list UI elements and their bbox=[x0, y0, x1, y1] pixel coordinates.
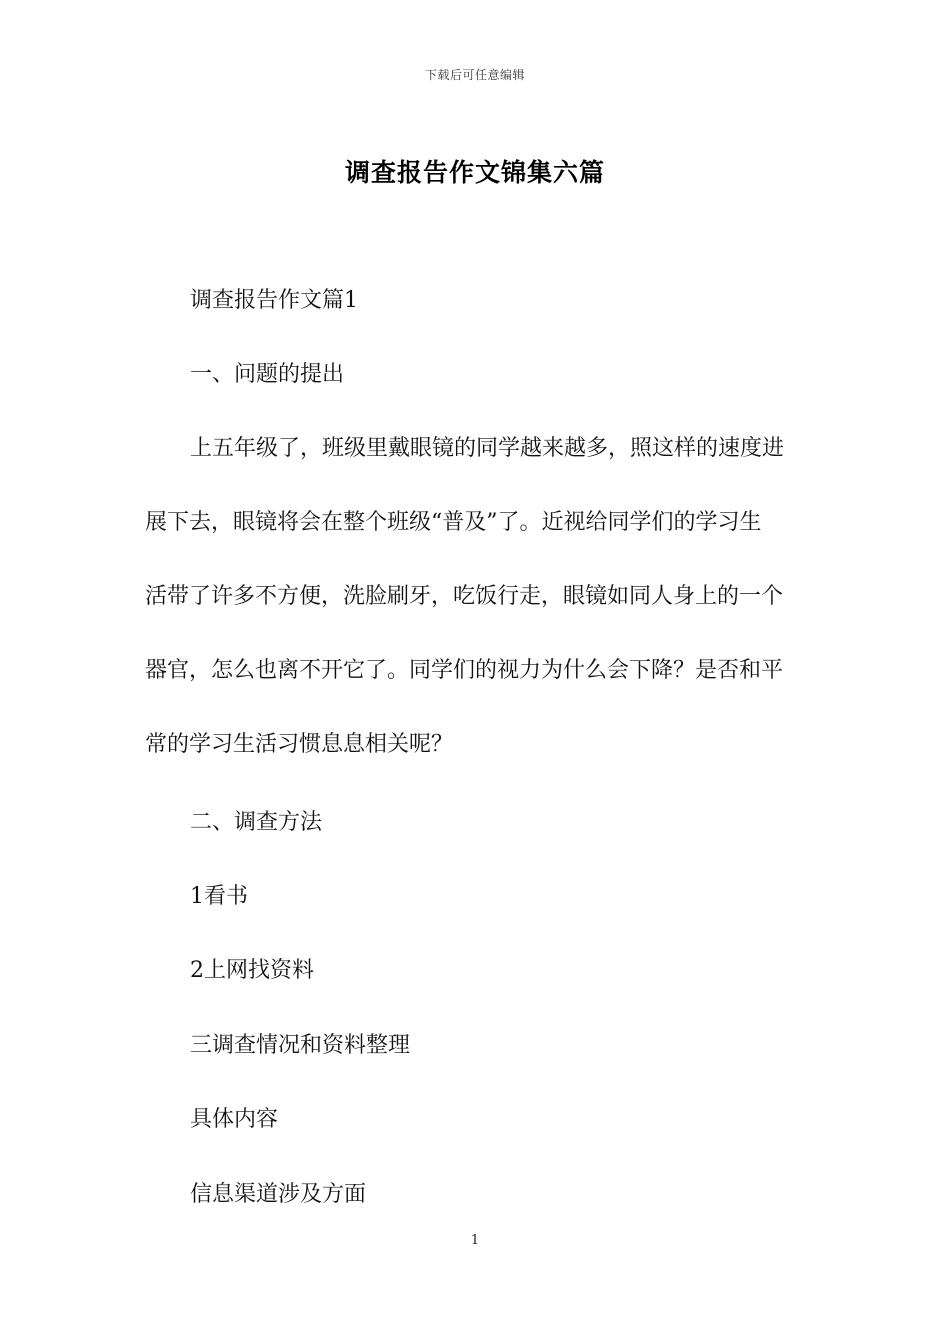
subheading-content: 具体内容 bbox=[190, 1107, 279, 1132]
paragraph-line: 上五年级了，班级里戴眼镜的同学越来越多，照这样的速度进 bbox=[190, 436, 785, 461]
list-item: 2上网找资料 bbox=[190, 958, 314, 983]
heading-survey: 三调查情况和资料整理 bbox=[190, 1033, 411, 1058]
heading-problem: 一、问题的提出 bbox=[190, 362, 345, 387]
paragraph-line: 器官，怎么也离不开它了。同学们的视力为什么会下降？是否和平 bbox=[145, 658, 784, 683]
paragraph-line: 活带了许多不方便，洗脸刷牙，吃饭行走，眼镜如同人身上的一个 bbox=[145, 584, 784, 609]
header-note: 下载后可任意编辑 bbox=[424, 68, 525, 82]
subheading-channels: 信息渠道涉及方面 bbox=[190, 1182, 367, 1207]
paragraph-line: 常的学习生活习惯息息相关呢？ bbox=[145, 732, 454, 757]
document-title: 调查报告作文锦集六篇 bbox=[344, 158, 605, 187]
list-item: 1看书 bbox=[190, 884, 248, 909]
section-heading: 调查报告作文篇1 bbox=[190, 288, 358, 313]
heading-method: 二、调查方法 bbox=[190, 810, 323, 835]
page-number: 1 bbox=[470, 1233, 480, 1248]
paragraph-line: 展下去，眼镜将会在整个班级“普及”了。近视给同学们的学习生 bbox=[145, 510, 762, 535]
